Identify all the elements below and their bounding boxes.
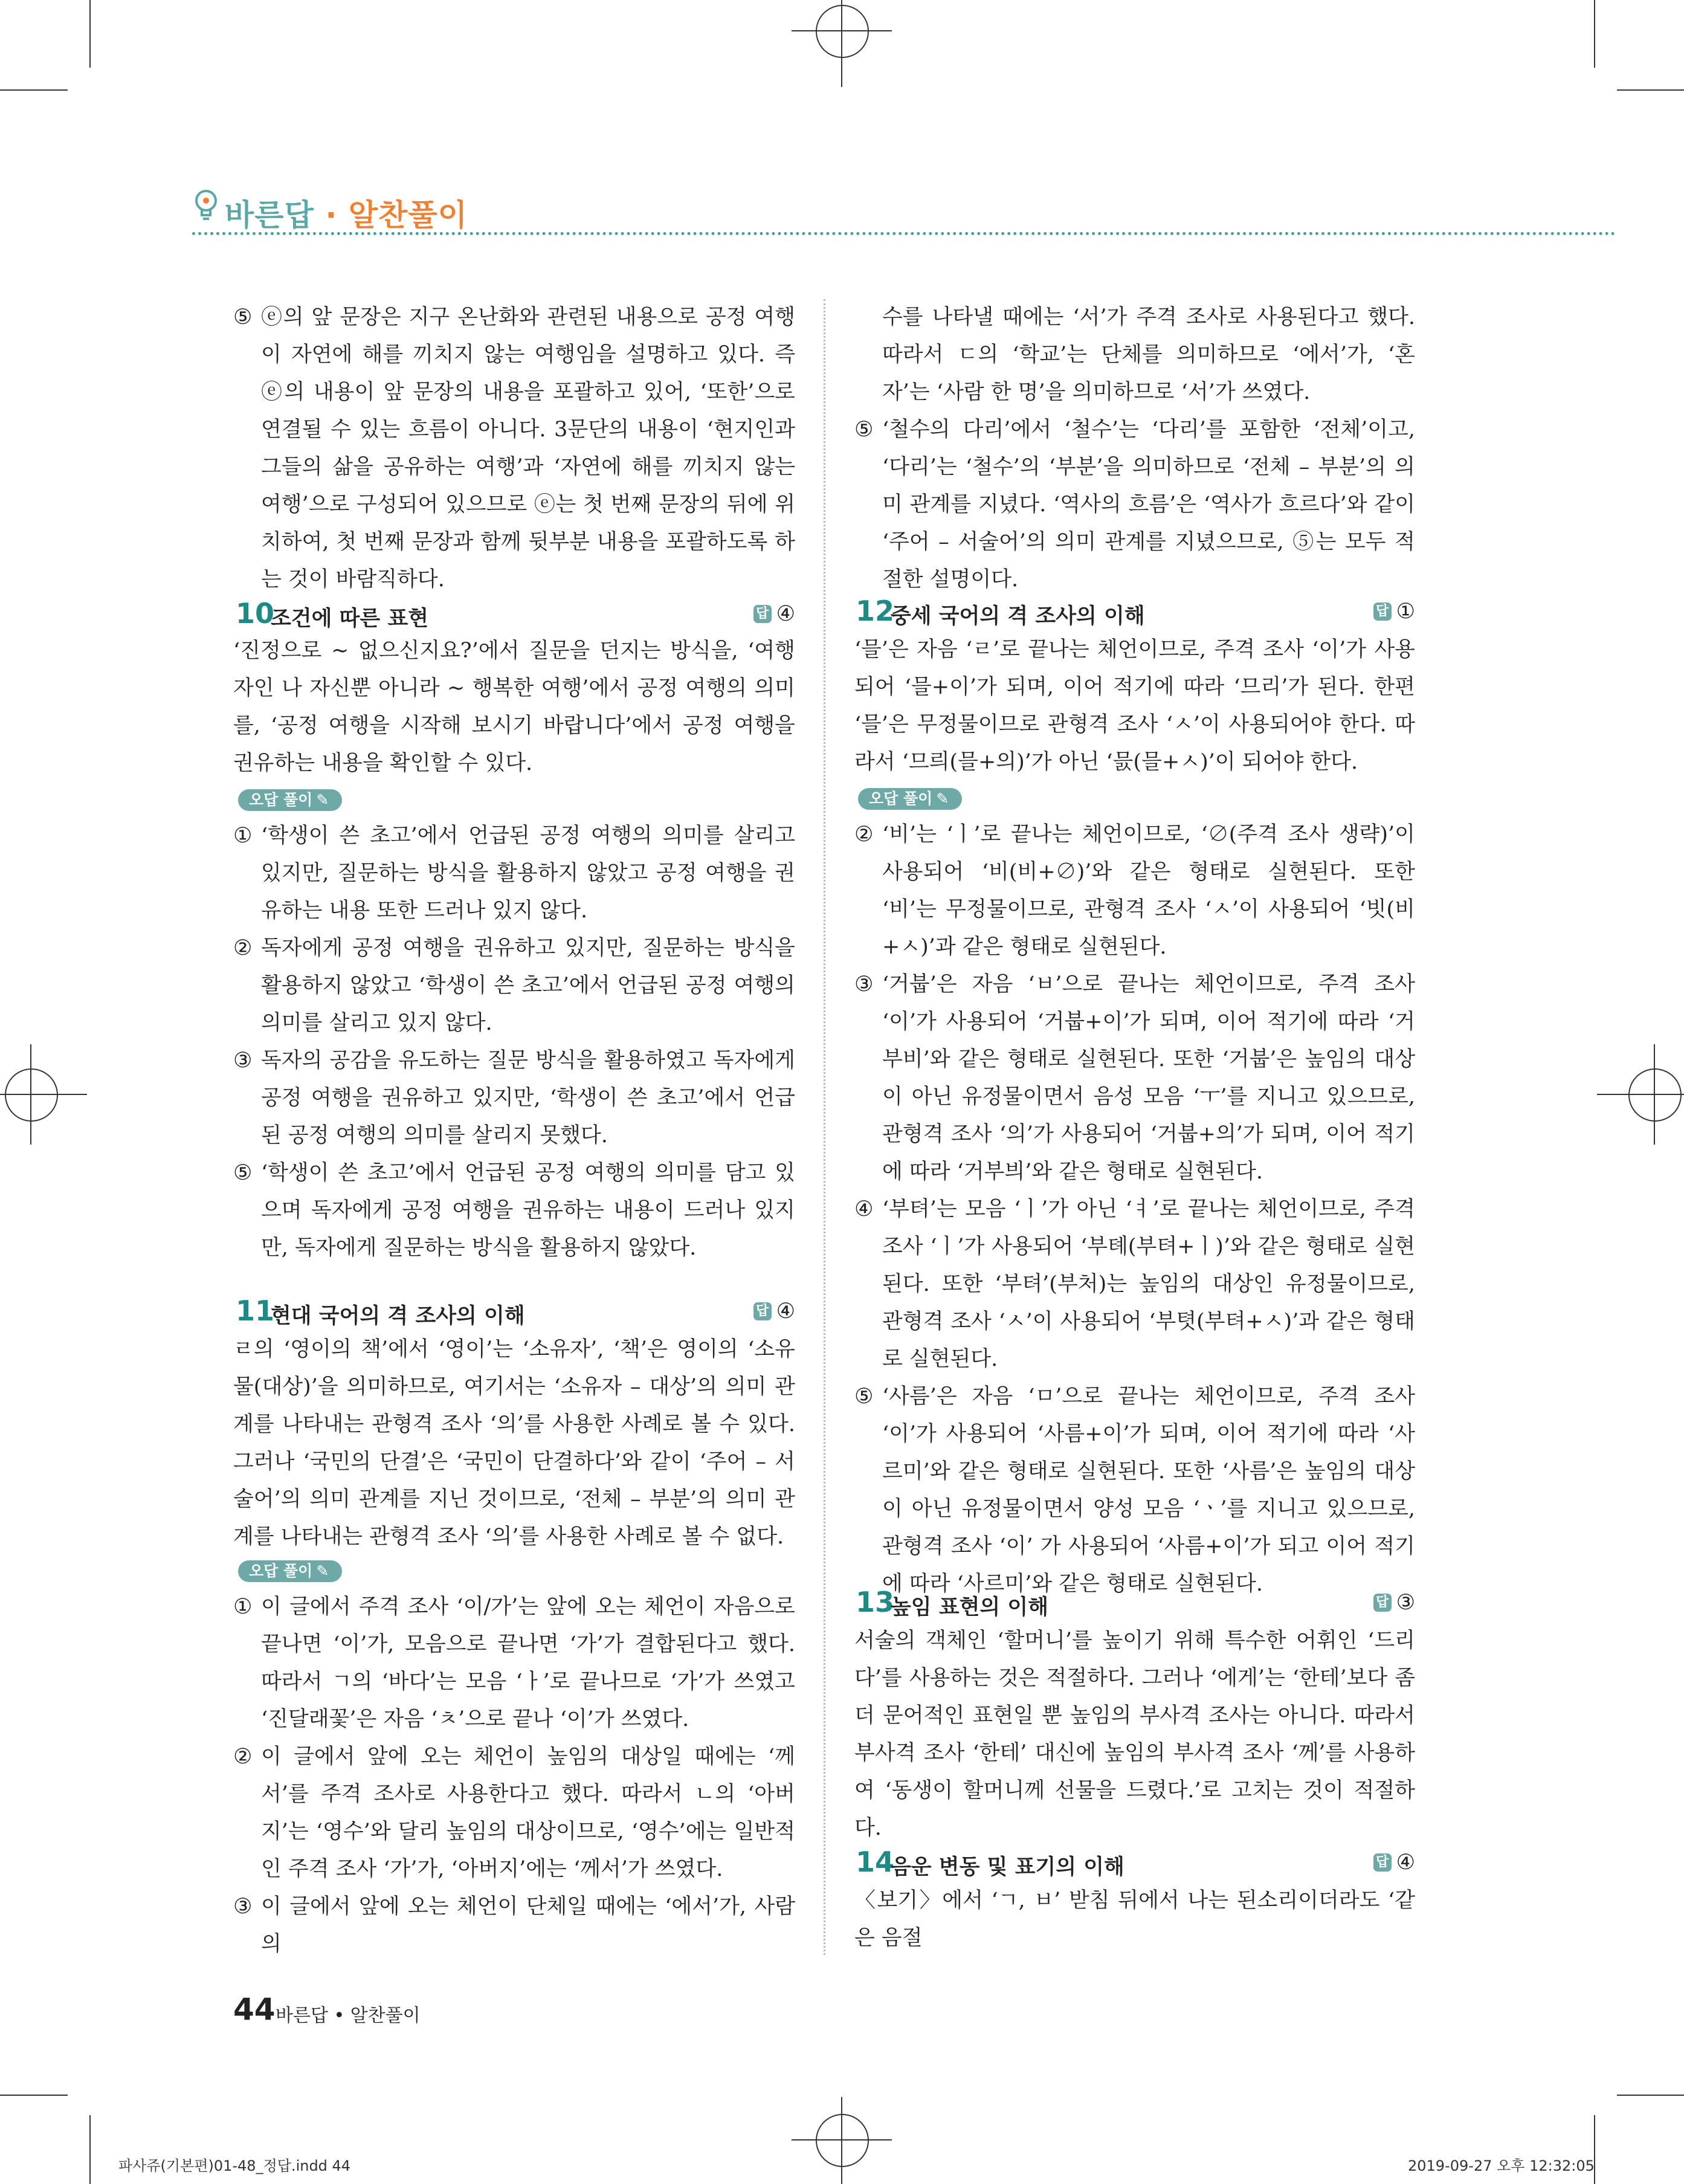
answer-marker <box>1373 1591 1415 1615</box>
item-text: ⓔ의 앞 문장은 지구 온난화와 관련된 내용으로 공정 여행이 자연에 해를 끼치지 않는 여행임을 설명하고 있다. 즉 ⓔ의 내용이 앞 문장의 내용을 포괄하고 있어, ‘또한’으로 연결될 수 있는 흐름이 아니다. 3문단의 내용이 ‘현지인과 그들의 삶을 공유하는 여행’과 ‘자연에 해를 끼치지 않는 여행’으로 구성되어 있으므로 ⓔ는 첫 번째 문장의 뒤에 위치하여, 첫 번째 문장과 함께 뒷부분 내용을 포괄하도록 하는 것이 바람직하다. <box>261 305 795 592</box>
answer-marker <box>753 602 795 626</box>
section-number: 13 <box>856 1586 895 1618</box>
crop-mark <box>0 2095 68 2096</box>
page-number: 44 <box>233 1992 276 2027</box>
list-item-continued <box>854 299 1415 411</box>
pencil-icon: ✎ <box>936 790 949 807</box>
item-text: 이 글에서 앞에 오는 체언이 단체일 때에는 ‘에서’가, 사람의 <box>261 1895 795 1956</box>
section-number: 14 <box>856 1846 895 1878</box>
registration-mark <box>816 2114 869 2167</box>
item-text: 독자에게 공정 여행을 권유하고 있지만, 질문하는 방식을 활용하지 않았고 ‘학생이 쓴 초고’에서 언급된 공정 여행의 의미를 살리고 있지 않다. <box>261 936 795 1035</box>
answer-icon: 답 <box>753 1302 772 1320</box>
section-body-text: ‘믈’은 자음 ‘ㄹ’로 끝나는 체언이므로, 주격 조사 ‘이’가 사용되어 ‘믈+이’가 되며, 이어 적기에 따라 ‘므리’가 된다. 한편 ‘믈’은 무정물이므로 관형격 조사 ‘ㅅ’이 사용되어야 한다. 따라서 ‘므릐(믈+의)’가 아닌 ‘믌(믈+ㅅ)’이 되어야 한다. <box>854 638 1415 774</box>
section-title: 높임 표현의 이해 <box>891 1595 1049 1620</box>
item-text: ‘부텨’는 모음 ‘ㅣ’가 아닌 ‘ㅕ’로 끝나는 체언이므로, 주격 조사 ‘ㅣ’가 사용되어 ‘부톄(부텨+ㅣ)’와 같은 형태로 실현된다. 또한 ‘부텨’(부처)는 높임의 대상인 유정물이므로, 관형격 조사 ‘ㅅ’이 사용되어 ‘부텻(부텨+ㅅ)’과 같은 형태로 실현된다. <box>882 1197 1415 1371</box>
list-item <box>854 966 1415 1191</box>
section-12-header <box>856 595 1415 631</box>
registration-mark <box>816 5 869 58</box>
list-item <box>233 1738 795 1888</box>
list-item <box>233 1888 795 1963</box>
list-item <box>854 1378 1415 1603</box>
answer-value: ④ <box>1396 1850 1415 1875</box>
section-11-body <box>233 1331 795 1556</box>
column-divider <box>824 299 825 1955</box>
crop-mark <box>1617 2095 1684 2096</box>
list-item <box>233 1154 795 1267</box>
answer-icon: 답 <box>1373 1594 1392 1612</box>
list-item <box>233 1042 795 1154</box>
list-item <box>233 817 795 929</box>
answer-marker <box>753 1299 795 1323</box>
section-body-text: ㄹ의 ‘영이의 책’에서 ‘영이’는 ‘소유자’, ‘책’은 영이의 ‘소유물(대상)’을 의미하므로, 여기서는 ‘소유자 – 대상’의 의미 관계를 나타내는 관형격 조사 ‘의’를 사용한 사례로 볼 수 있다. 그러나 ‘국민의 단결’은 ‘국민이 단결하다’와 같이 ‘주어 – 서술어’의 의미 관계를 지닌 것이므로, ‘전체 – 부분’의 의미 관계를 나타내는 관형격 조사 ‘의’를 사용한 사례로 볼 수 없다. <box>233 1337 795 1549</box>
badge-label: 오답 풀이 <box>249 1562 313 1580</box>
item-number: ① <box>233 824 253 848</box>
item-text: ‘거붑’은 자음 ‘ㅂ’으로 끝나는 체언이므로, 주격 조사 ‘이’가 사용되어 ‘거붑+이’가 되며, 이어 적기에 따라 ‘거부비’와 같은 형태로 실현된다. 또한 ‘거붑’은 높임의 대상이 아닌 유정물이면서 음성 모음 ‘ㅜ’를 지니고 있으므로, 관형격 조사 ‘의’가 사용되어 ‘거붑+의’가 되며, 이어 적기에 따라 ‘거부븨’와 같은 형태로 실현된다. <box>882 972 1415 1184</box>
item-text: 수를 나타낼 때에는 ‘서’가 주격 조사로 사용된다고 했다. 따라서 ㄷ의 ‘학교’는 단체를 의미하므로 ‘에서’가, ‘혼자’는 ‘사람 한 명’을 의미하므로 ‘서’가 쓰였다. <box>882 305 1415 404</box>
item-text: 이 글에서 주격 조사 ‘이/가’는 앞에 오는 체언이 자음으로 끝나면 ‘이’가, 모음으로 끝나면 ‘가’가 결합된다고 했다. 따라서 ㄱ의 ‘바다’는 모음 ‘ㅏ’로 끝나므로 ‘가’가 쓰였고 ‘진달래꽃’은 자음 ‘ㅊ’으로 끝나 ‘이’가 쓰였다. <box>261 1595 795 1731</box>
item-number: ③ <box>854 972 874 997</box>
section-14-header <box>856 1846 1415 1882</box>
wrong-answer-badge <box>858 788 962 810</box>
answer-marker <box>1373 1850 1415 1875</box>
answer-value: ① <box>1396 599 1415 624</box>
footer-label: 바른답 • 알찬풀이 <box>276 2005 421 2026</box>
crop-mark <box>1617 89 1684 91</box>
badge-label: 오답 풀이 <box>249 791 313 809</box>
section-title: 조건에 따른 표현 <box>271 607 429 631</box>
crop-mark <box>89 0 91 68</box>
section-11-items <box>233 1588 795 1963</box>
answer-icon: 답 <box>753 605 772 623</box>
item-number: ⑤ <box>233 305 253 329</box>
crop-mark <box>1594 0 1595 68</box>
list-item <box>233 929 795 1042</box>
item-number: ⑤ <box>854 418 874 442</box>
crop-mark <box>89 2115 91 2184</box>
section-11-header <box>236 1294 795 1331</box>
item-number: ② <box>233 936 253 960</box>
answer-icon: 답 <box>1373 603 1392 621</box>
item-number: ④ <box>854 1197 874 1221</box>
list-item <box>233 1588 795 1738</box>
header-dotted-rule <box>192 232 1616 235</box>
answer-marker <box>1373 599 1415 624</box>
header-title-sub: 알찬풀이 <box>348 198 468 233</box>
badge-label: 오답 풀이 <box>869 790 933 807</box>
item-number: ③ <box>233 1895 253 1919</box>
section-12-body <box>854 631 1415 781</box>
item-text: 독자의 공감을 유도하는 질문 방식을 활용하였고 독자에게 공정 여행을 권유하고 있지만, ‘학생이 쓴 초고’에서 언급된 공정 여행의 의미를 살리지 못했다. <box>261 1048 795 1148</box>
answer-value: ③ <box>1396 1591 1415 1615</box>
item-number: ⑤ <box>854 1384 874 1409</box>
item-number: ③ <box>233 1048 253 1073</box>
crop-mark <box>0 89 68 91</box>
item-number: ② <box>854 822 874 847</box>
list-item <box>854 411 1415 598</box>
item-text: ‘사름’은 자음 ‘ㅁ’으로 끝나는 체언이므로, 주격 조사 ‘이’가 사용되어 ‘사름+이’가 되며, 이어 적기에 따라 ‘사르미’와 같은 형태로 실현된다. 또한 ‘사름’은 높임의 대상이 아닌 유정물이면서 양성 모음 ‘ㆍ’를 지니고 있으므로, 관형격 조사 ‘이’ 가 사용되어 ‘사름+이’가 되고 이어 적기에 따라 ‘사르미’와 같은 형태로 실현된다. <box>882 1384 1415 1596</box>
print-slug-file: 파사쥬(기본편)01-48_정답.indd 44 <box>118 2157 351 2174</box>
item-text: ‘비’는 ‘ㅣ’로 끝나는 체언이므로, ‘∅(주격 조사 생략)’이 사용되어 ‘비(비+∅)’와 같은 형태로 실현된다. 또한 ‘비’는 무정물이므로, 관형격 조사 ‘ㅅ’이 사용되어 ‘빗(비+ㅅ)’과 같은 형태로 실현된다. <box>882 822 1415 959</box>
wrong-answer-badge <box>238 1560 342 1582</box>
item-text: ‘학생이 쓴 초고’에서 언급된 공정 여행의 의미를 담고 있으며 독자에게 공정 여행을 권유하는 내용이 드러나 있지만, 독자에게 질문하는 방식을 활용하지 않았다. <box>261 1161 795 1260</box>
registration-mark <box>5 1068 58 1122</box>
section-12-items <box>854 816 1415 1603</box>
section-number: 10 <box>236 597 275 630</box>
item-text: ‘철수의 다리’에서 ‘철수’는 ‘다리’를 포함한 ‘전체’이고, ‘다리’는 ‘철수’의 ‘부분’을 의미하므로 ‘전체 – 부분’의 의미 관계를 지녔다. ‘역사의 흐름’은 ‘역사가 흐르다’와 같이 ‘주어 – 서술어’의 의미 관계를 지녔으므로, ⑤는 모두 적절한 설명이다. <box>882 418 1415 592</box>
item-number: ① <box>233 1595 253 1619</box>
item-text: 이 글에서 앞에 오는 체언이 높임의 대상일 때에는 ‘께서’를 주격 조사로 사용한다고 했다. 따라서 ㄴ의 ‘아버지’는 ‘영수’와 달리 높임의 대상이므로, ‘영수’에는 일반적인 주격 조사 ‘가’가, ‘아버지’에는 ‘께서’가 쓰였다. <box>261 1745 795 1881</box>
section-number: 11 <box>236 1294 275 1327</box>
lightbulb-icon <box>192 189 220 222</box>
section-title: 중세 국어의 격 조사의 이해 <box>891 604 1145 628</box>
section-number: 12 <box>856 595 895 627</box>
item-text: ‘학생이 쓴 초고’에서 언급된 공정 여행의 의미를 살리고 있지만, 질문하는 방식을 활용하지 않았고 공정 여행을 권유하는 내용 또한 드러나 있지 않다. <box>261 824 795 923</box>
pencil-icon: ✎ <box>316 1562 329 1580</box>
section-title: 음운 변동 및 표기의 이해 <box>891 1855 1124 1879</box>
section-body-text: 〈보기〉에서 ‘ㄱ, ㅂ’ 받침 뒤에서 나는 된소리이더라도 ‘같은 음절 <box>854 1888 1415 1950</box>
print-slug-date: 2019-09-27 오후 12:32:05 <box>1408 2157 1595 2174</box>
list-item <box>854 816 1415 966</box>
left-continuation <box>233 299 795 598</box>
section-14-body <box>854 1882 1415 1957</box>
section-body-text: 서술의 객체인 ‘할머니’를 높이기 위해 특수한 어휘인 ‘드리다’를 사용하는 것은 적절하다. 그러나 ‘에게’는 ‘한테’보다 좀 더 문어적인 표현일 뿐 높임의 부사격 조사는 아니다. 따라서 부사격 조사 ‘한테’ 대신에 높임의 부사격 조사 ‘께’를 사용하여 ‘동생이 할머니께 선물을 드렸다.’로 고치는 것이 적절하다. <box>854 1629 1415 1840</box>
list-item <box>233 299 795 598</box>
header-title-sep: · <box>325 198 338 233</box>
section-10-body <box>233 632 795 782</box>
list-item <box>854 1191 1415 1378</box>
item-number: ⑤ <box>233 1161 253 1185</box>
header-title-main: 바른답 <box>225 198 314 233</box>
section-13-header <box>856 1586 1415 1622</box>
answer-icon: 답 <box>1373 1853 1392 1872</box>
section-title: 현대 국어의 격 조사의 이해 <box>271 1304 525 1328</box>
section-10-items <box>233 817 795 1267</box>
answer-value: ④ <box>776 602 795 626</box>
answer-value: ④ <box>776 1299 795 1323</box>
registration-mark <box>1628 1068 1682 1122</box>
section-13-body <box>854 1622 1415 1847</box>
pencil-icon: ✎ <box>316 791 329 809</box>
wrong-answer-badge <box>238 789 342 811</box>
item-number: ② <box>233 1745 253 1769</box>
right-continuation <box>854 299 1415 598</box>
section-body-text: ‘진정으로 ~ 없으신지요?’에서 질문을 던지는 방식을, ‘여행자인 나 자신뿐 아니라 ~ 행복한 여행’에서 공정 여행의 의미를, ‘공정 여행을 시작해 보시기 바랍니다’에서 공정 여행을 권유하는 내용을 확인할 수 있다. <box>233 639 795 775</box>
section-10-header <box>236 597 795 633</box>
page-header-title <box>225 191 468 234</box>
